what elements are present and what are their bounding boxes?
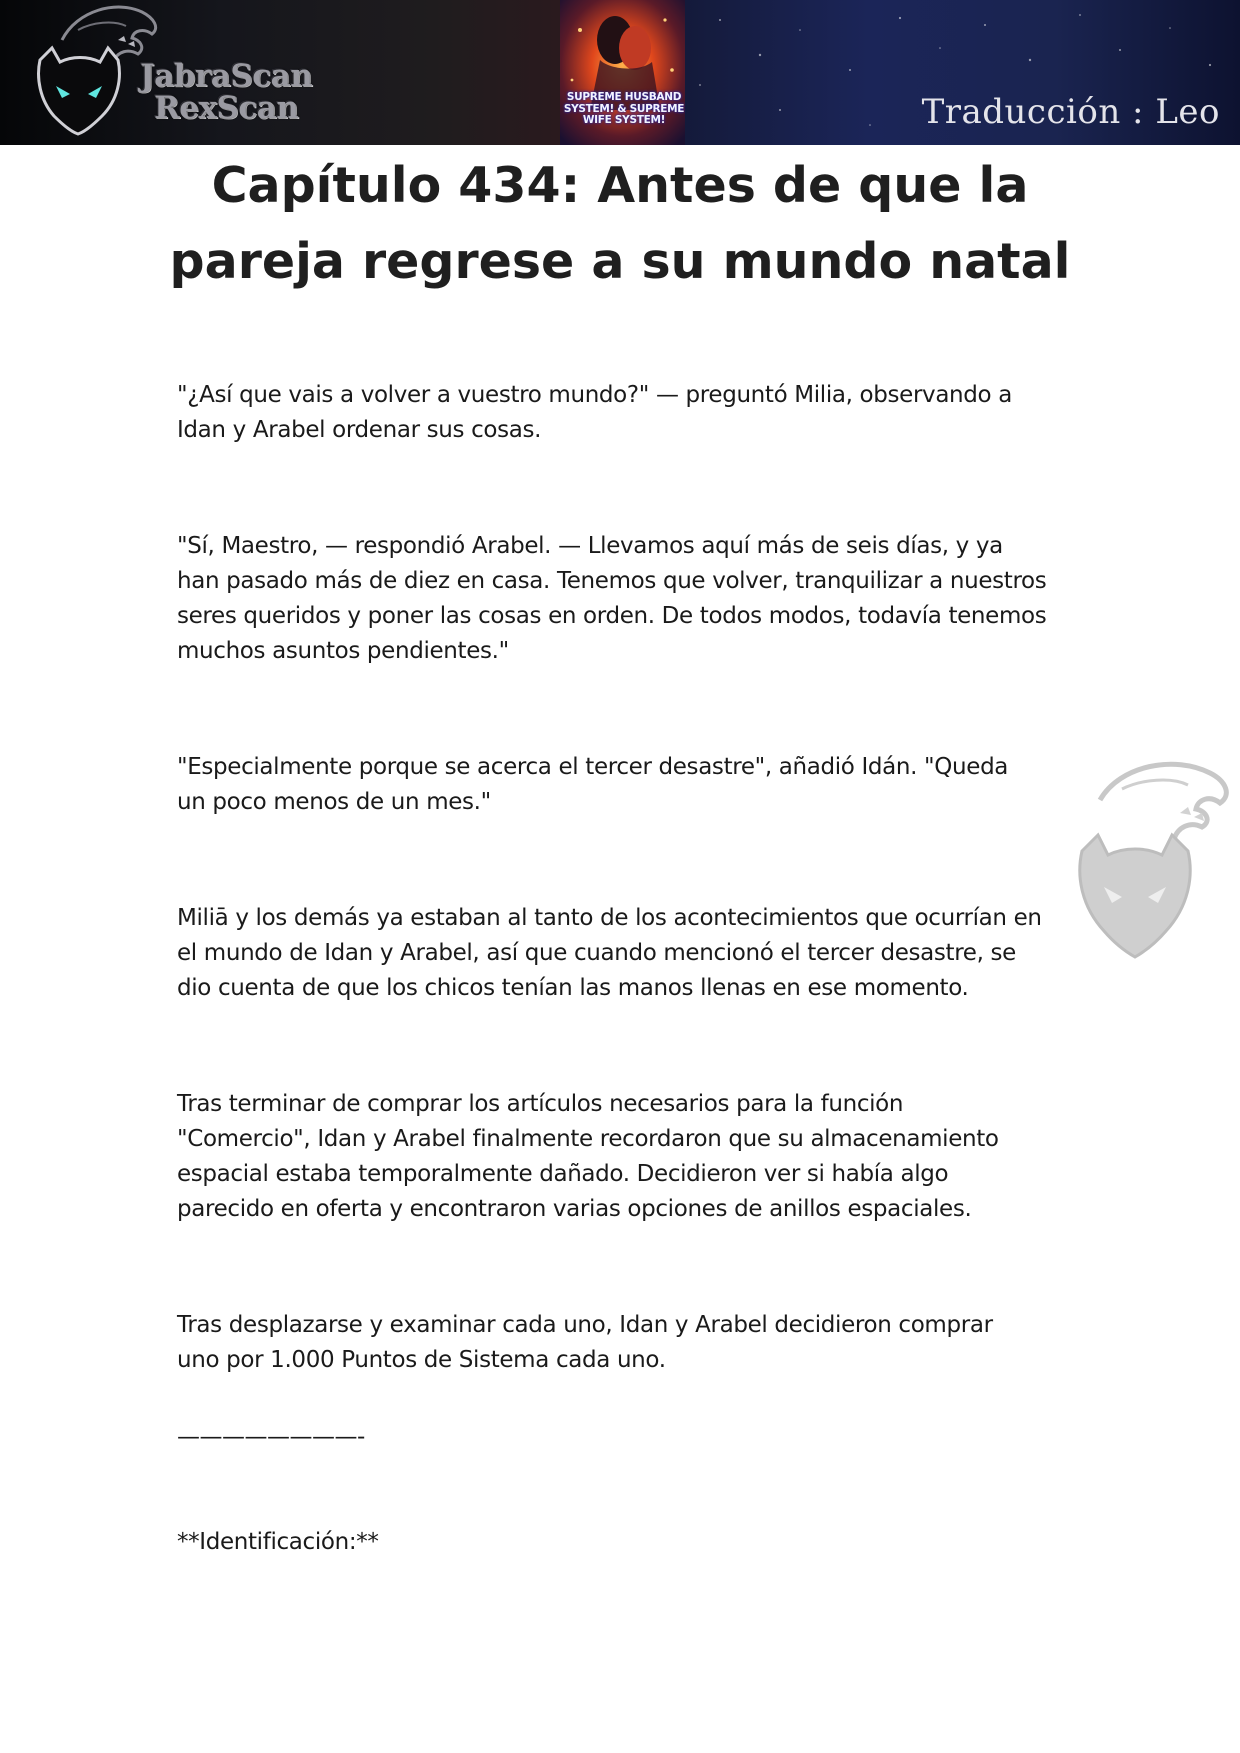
chapter-body	[177, 378, 1077, 1560]
translation-credit: Traducción : Leo	[921, 92, 1220, 132]
chapter-title	[160, 148, 1080, 300]
cover-caption: SUPREME HUSBAND SYSTEM! & SUPREME WIFE SYSTEM!	[563, 91, 685, 126]
paragraph: "Especialmente porque se acerca el tercer desastre", añadió Idán. "Queda un poco menos de un mes."	[177, 754, 1009, 815]
chapter-title-line-2: pareja regrese a su mundo natal	[169, 233, 1071, 290]
logo-line-2: RexScan	[154, 90, 299, 126]
paragraph: "Sí, Maestro, — respondió Arabel. — Llevamos aquí más de seis días, y ya han pasado más de diez en casa. Tenemos que volver, tranquilizar a nuestros seres queridos y poner las cosas en orden. De todos modos, todavía tenemos muchos asuntos pendientes."	[177, 533, 1047, 664]
chapter-title-line-1: Capítulo 434: Antes de que la	[211, 157, 1029, 214]
paragraph: Tras terminar de comprar los artículos necesarios para la función "Comercio", Idan y Arabel finalmente recordaron que su almacenamiento espacial estaba temporalmente dañado. Decidieron ver si había algo parecido en oferta y encontraron varias opciones de anillos espaciales.	[177, 1091, 999, 1222]
section-heading: **Identificación:**	[177, 1529, 379, 1555]
header-banner	[0, 0, 1240, 145]
paragraph: Miliā y los demás ya estaban al tanto de los acontecimientos que ocurrían en el mundo de Idan y Arabel, así que cuando mencionó el tercer desastre, se dio cuenta de que los chicos tenían las manos llenas en ese momento.	[177, 905, 1042, 1001]
logo-line-1: JabraScan	[140, 58, 313, 94]
section-separator: ————————-	[177, 1424, 365, 1450]
logo-wordmark	[140, 60, 320, 124]
paragraph: Tras desplazarse y examinar cada uno, Idan y Arabel decidieron comprar uno por 1.000 Puntos de Sistema cada uno.	[177, 1312, 993, 1373]
paragraph: "¿Así que vais a volver a vuestro mundo?" — preguntó Milia, observando a Idan y Arabel ordenar sus cosas.	[177, 382, 1012, 443]
dragon-demon-watermark-icon	[1060, 755, 1235, 985]
